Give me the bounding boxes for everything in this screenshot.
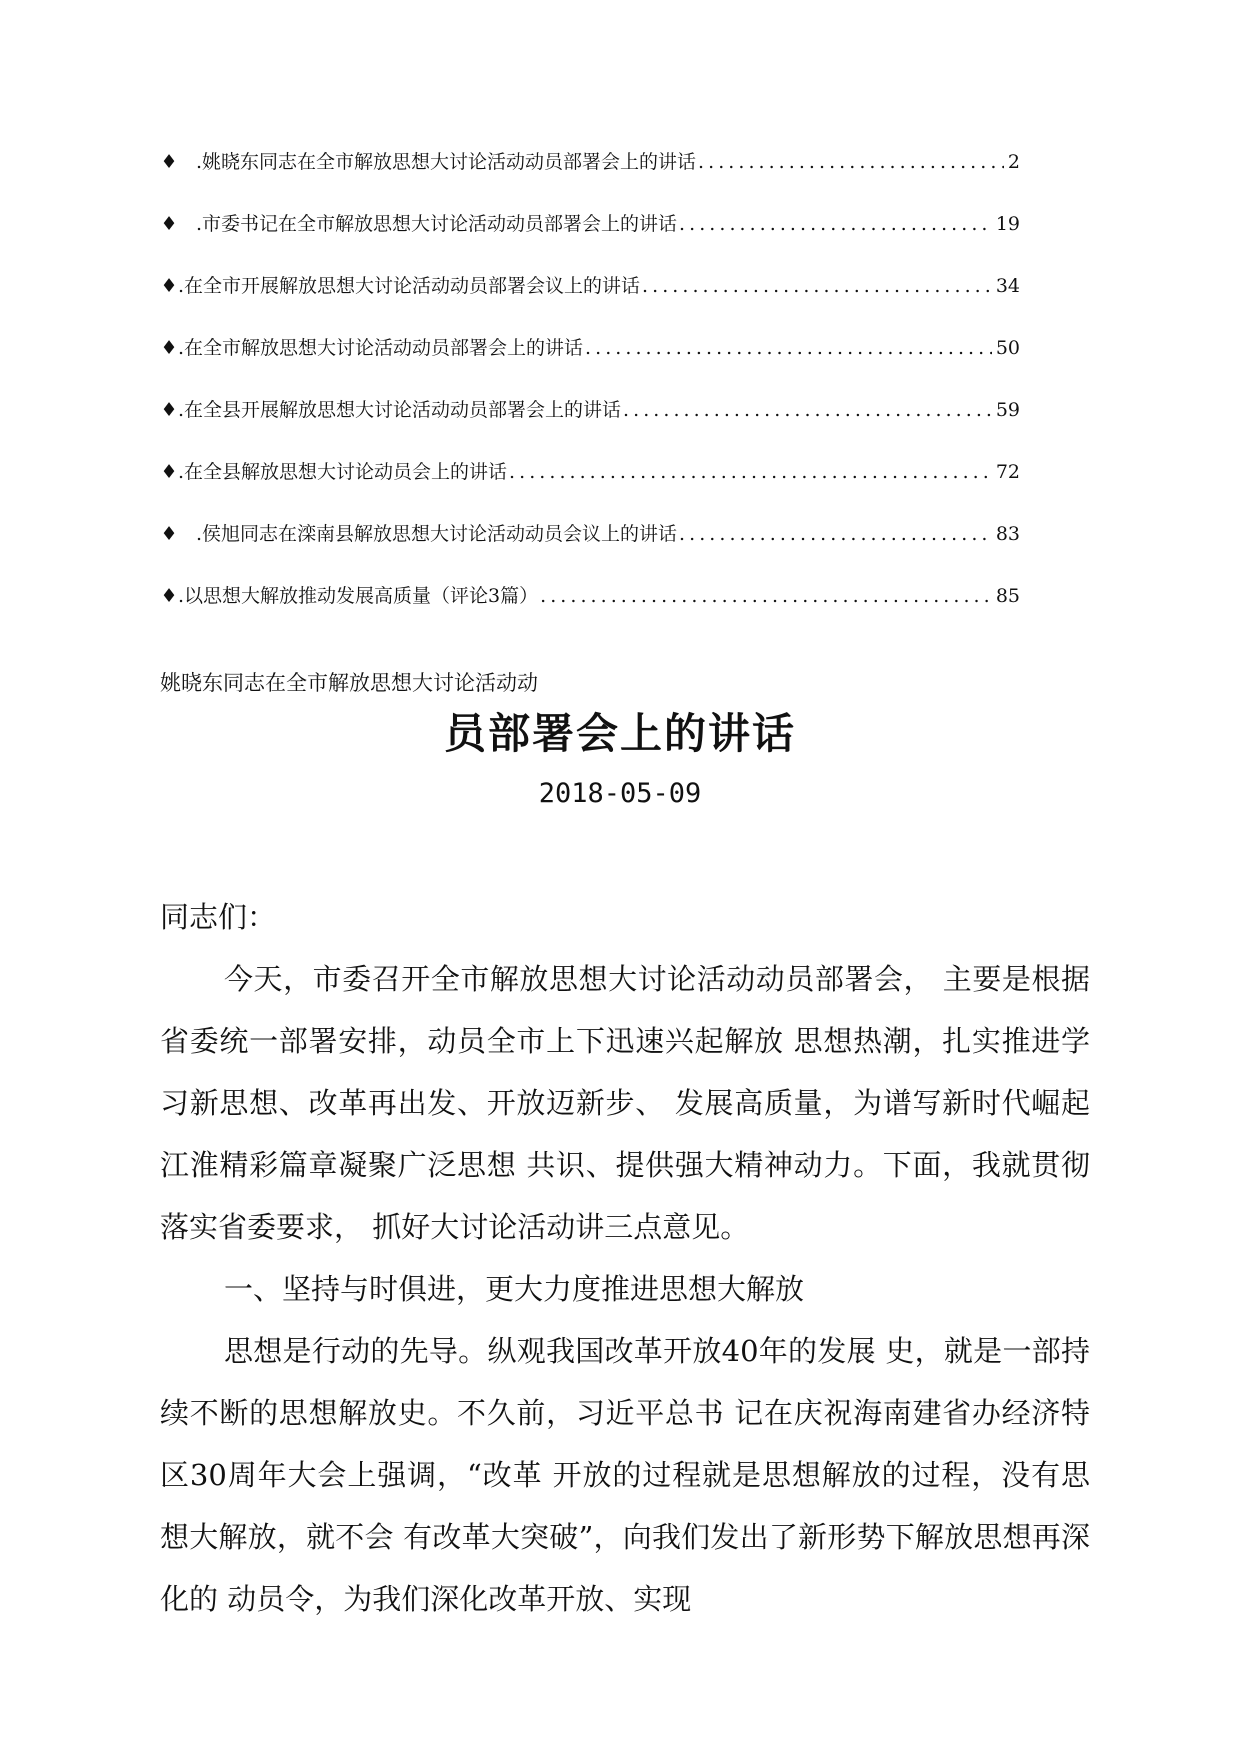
diamond-bullet-icon: ♦ — [160, 523, 178, 545]
toc-item[interactable] — [160, 520, 1020, 582]
toc-entry[interactable] — [178, 458, 1020, 486]
toc-dot-leader — [698, 148, 1004, 176]
toc-entry[interactable] — [196, 520, 1020, 548]
toc-item-title[interactable]: .市委书记在全市解放思想大讨论活动动员部署会上的讲话 — [196, 213, 678, 235]
toc-item[interactable] — [160, 272, 1020, 334]
toc-item-title[interactable]: .侯旭同志在滦南县解放思想大讨论活动动员会议上的讲话 — [196, 523, 678, 545]
toc-item[interactable] — [160, 582, 1020, 644]
toc-item-title[interactable]: .在全市开展解放思想大讨论活动动员部署会议上的讲话 — [178, 275, 641, 297]
toc-entry[interactable] — [178, 334, 1020, 362]
toc-entry[interactable] — [196, 210, 1020, 238]
diamond-bullet-icon: ♦ — [160, 151, 178, 173]
toc-item[interactable] — [160, 148, 1020, 210]
toc-item-title[interactable]: .在全县解放思想大讨论动员会上的讲话 — [178, 461, 508, 483]
toc-item-page: 19 — [995, 213, 1020, 235]
toc-entry[interactable] — [178, 396, 1020, 424]
toc-item-page: 2 — [1007, 151, 1020, 173]
toc-item-page: 72 — [995, 461, 1020, 483]
table-of-contents — [160, 148, 1020, 644]
toc-item-title[interactable]: .姚晓东同志在全市解放思想大讨论活动动员部署会上的讲话 — [196, 151, 697, 173]
toc-entry[interactable] — [178, 582, 1020, 610]
diamond-bullet-icon: ♦ — [160, 275, 178, 297]
toc-entry[interactable] — [178, 272, 1020, 300]
diamond-bullet-icon: ♦ — [160, 213, 178, 235]
toc-item[interactable] — [160, 334, 1020, 396]
toc-dot-leader — [642, 272, 992, 300]
toc-item[interactable] — [160, 458, 1020, 520]
toc-dot-leader — [679, 520, 992, 548]
toc-dot-leader — [623, 396, 992, 424]
toc-item-title[interactable]: .以思想大解放推动发展高质量（评论3篇） — [178, 585, 539, 607]
toc-item-page: 59 — [995, 399, 1020, 421]
toc-item-title[interactable]: .在全市解放思想大讨论活动动员部署会上的讲话 — [178, 337, 584, 359]
toc-entry[interactable] — [196, 148, 1020, 176]
toc-item-page: 50 — [995, 337, 1020, 359]
diamond-bullet-icon: ♦ — [160, 399, 178, 421]
toc-item-page: 83 — [995, 523, 1020, 545]
toc-dot-leader — [585, 334, 992, 362]
salutation: 同志们： — [160, 900, 277, 934]
toc-item-title[interactable]: .在全县开展解放思想大讨论活动动员部署会上的讲话 — [178, 399, 622, 421]
toc-item[interactable] — [160, 210, 1020, 272]
diamond-bullet-icon: ♦ — [160, 585, 178, 607]
diamond-bullet-icon: ♦ — [160, 461, 178, 483]
toc-dot-leader — [509, 458, 992, 486]
article-title-prefix: 姚晓东同志在全市解放思想大讨论活动动 — [160, 671, 538, 695]
toc-dot-leader — [540, 582, 992, 610]
diamond-bullet-icon: ♦ — [160, 337, 178, 359]
paragraph: 思想是行动的先导。纵观我国改革开放40年的发展 史，就是一部持续不断的思想解放史。不久前，习近平总书 记在庆祝海南建省办经济特区30周年大会上强调，“改革 开放的过程就是思想解放的过程，没有思想大解放，就不会 有改革大突破”，向我们发出了新形势下解放思想再深化的 动员令，为我们深化改革开放、实现 — [160, 1334, 1090, 1616]
toc-item-page: 85 — [995, 585, 1020, 607]
article-date: 2018-05-09 — [538, 778, 702, 809]
paragraph: 今天，市委召开全市解放思想大讨论活动动员部署会， 主要是根据省委统一部署安排，动员全市上下迅速兴起解放 思想热潮，扎实推进学习新思想、改革再出发、开放迈新步、 发展高质量，为谱写新时代崛起江淮精彩篇章凝聚广泛思想 共识、提供强大精神动力。下面，我就贯彻落实省委要求， 抓好大讨论活动讲三点意见。 — [160, 962, 1090, 1244]
article-title: 员部署会上的讲话 — [443, 709, 796, 758]
toc-dot-leader — [679, 210, 992, 238]
toc-item[interactable] — [160, 396, 1020, 458]
article-body — [160, 886, 1090, 1630]
toc-item-page: 34 — [995, 275, 1020, 297]
section-heading: 一、坚持与时俱进，更大力度推进思想大解放 — [224, 1272, 805, 1306]
